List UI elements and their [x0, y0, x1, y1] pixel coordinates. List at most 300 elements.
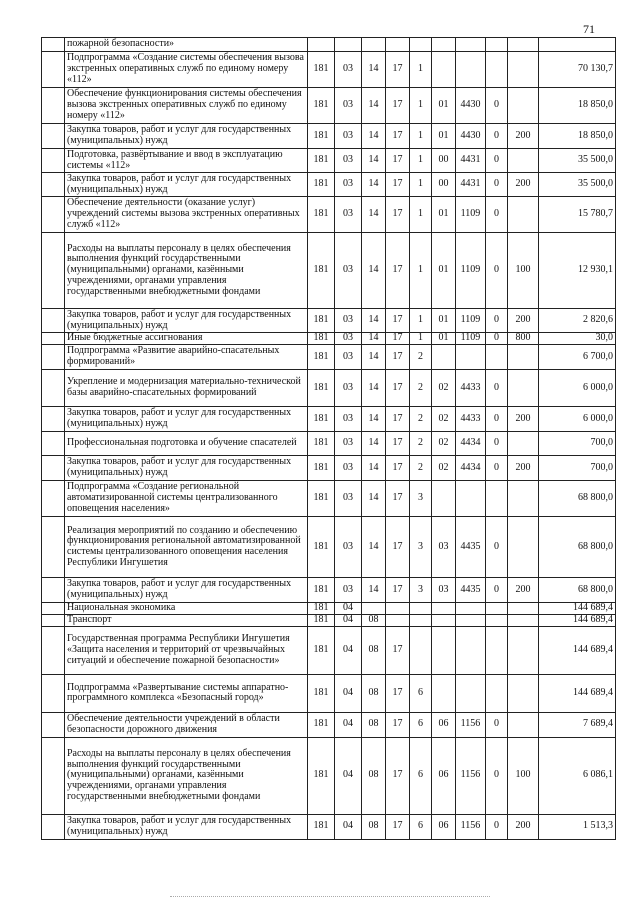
cell-vr	[508, 517, 539, 578]
cell-csr4: 4430	[456, 124, 486, 149]
cell-csr3: 00	[432, 149, 456, 173]
cell-vr: 200	[508, 173, 539, 197]
cell-pr: 08	[362, 737, 386, 814]
row-margin-cell	[42, 456, 65, 481]
cell-csr3: 02	[432, 407, 456, 432]
cell-csr2: 1	[410, 309, 432, 333]
cell-csr4: 4431	[456, 149, 486, 173]
cell-csr4	[456, 615, 486, 627]
cell-csr3: 01	[432, 233, 456, 309]
budget-table	[41, 37, 616, 840]
cell-csr1: 17	[386, 481, 410, 517]
cell-csr2: 2	[410, 456, 432, 481]
table-row	[42, 88, 616, 124]
cell-name: Иные бюджетные ассигнования	[65, 333, 308, 345]
cell-csr3: 03	[432, 578, 456, 603]
row-margin-cell	[42, 407, 65, 432]
row-margin-cell	[42, 88, 65, 124]
cell-name: Обеспечение деятельности учреждений в области безопасности дорожного движения	[65, 712, 308, 737]
cell-csr1: 17	[386, 333, 410, 345]
cell-pr: 14	[362, 333, 386, 345]
cell-vr	[508, 712, 539, 737]
cell-csr4	[456, 345, 486, 370]
cell-name: Обеспечение функционирования системы обеспечения вызова экстренных оперативных служб по единому номеру «112»	[65, 88, 308, 124]
cell-csr3: 01	[432, 124, 456, 149]
table-row	[42, 432, 616, 456]
cell-csr4	[456, 481, 486, 517]
cell-csr3	[432, 481, 456, 517]
cell-rz: 03	[335, 197, 362, 233]
table-row	[42, 333, 616, 345]
cell-csr4: 4434	[456, 456, 486, 481]
cell-rz: 03	[335, 52, 362, 88]
cell-csr5	[486, 481, 508, 517]
cell-pr: 14	[362, 309, 386, 333]
cell-sum: 18 850,0	[539, 88, 616, 124]
cell-name: Подпрограмма «Создание региональной автоматизированной системы централизованного оповещения населения»	[65, 481, 308, 517]
cell-csr1: 17	[386, 233, 410, 309]
cell-pr: 14	[362, 88, 386, 124]
cell-csr5: 0	[486, 149, 508, 173]
cell-vr	[508, 615, 539, 627]
cell-name: Подпрограмма «Развитие аварийно-спасательных формирований»	[65, 345, 308, 370]
cell-sum: 68 800,0	[539, 517, 616, 578]
row-margin-cell	[42, 173, 65, 197]
cell-csr1: 17	[386, 674, 410, 712]
page-number: 71	[583, 22, 595, 36]
cell-name: Закупка товаров, работ и услуг для государственных (муниципальных) нужд	[65, 124, 308, 149]
row-margin-cell	[42, 370, 65, 407]
cell-csr1: 17	[386, 88, 410, 124]
cell-gr: 181	[308, 197, 335, 233]
cell-csr1: 17	[386, 370, 410, 407]
cell-csr2: 6	[410, 814, 432, 839]
cell-gr: 181	[308, 814, 335, 839]
cell-csr5: 0	[486, 173, 508, 197]
cell-gr	[308, 38, 335, 52]
cell-csr3: 02	[432, 370, 456, 407]
cell-csr2: 1	[410, 52, 432, 88]
cell-csr4: 1109	[456, 333, 486, 345]
cell-csr3	[432, 615, 456, 627]
table-row	[42, 456, 616, 481]
cell-pr: 08	[362, 674, 386, 712]
cell-csr2: 1	[410, 88, 432, 124]
cell-sum: 144 689,4	[539, 615, 616, 627]
cell-name: Подготовка, развёртывание и ввод в эксплуатацию системы «112»	[65, 149, 308, 173]
cell-rz: 03	[335, 456, 362, 481]
table-row	[42, 124, 616, 149]
cell-pr: 14	[362, 432, 386, 456]
cell-vr: 800	[508, 333, 539, 345]
cell-rz: 04	[335, 603, 362, 615]
cell-name: Реализация мероприятий по созданию и обеспечению функционирования региональной автоматизированной системы централизованного оповещения населения Республики Ингушетия	[65, 517, 308, 578]
cell-name: Закупка товаров, работ и услуг для государственных (муниципальных) нужд	[65, 814, 308, 839]
cell-csr5: 0	[486, 578, 508, 603]
row-margin-cell	[42, 626, 65, 674]
cell-gr: 181	[308, 481, 335, 517]
row-margin-cell	[42, 578, 65, 603]
cell-csr1: 17	[386, 626, 410, 674]
cell-pr: 14	[362, 481, 386, 517]
table-row	[42, 578, 616, 603]
cell-name: Государственная программа Республики Ингушетия «Защита населения и территорий от чрезвычайных ситуаций и обеспечение пожарной безопасности»	[65, 626, 308, 674]
table-row	[42, 626, 616, 674]
cell-csr1: 17	[386, 309, 410, 333]
cell-pr: 14	[362, 517, 386, 578]
cell-csr4	[456, 603, 486, 615]
cell-csr2: 2	[410, 407, 432, 432]
cell-csr4	[456, 626, 486, 674]
cell-sum: 700,0	[539, 456, 616, 481]
cell-gr: 181	[308, 712, 335, 737]
cell-csr2: 1	[410, 233, 432, 309]
cell-vr	[508, 674, 539, 712]
cell-sum: 35 500,0	[539, 173, 616, 197]
cell-gr: 181	[308, 626, 335, 674]
cell-rz	[335, 38, 362, 52]
cell-pr: 14	[362, 173, 386, 197]
cell-name: Национальная экономика	[65, 603, 308, 615]
cell-csr1: 17	[386, 578, 410, 603]
cell-csr1: 17	[386, 456, 410, 481]
cell-rz: 04	[335, 737, 362, 814]
cell-csr1: 17	[386, 737, 410, 814]
cell-csr5	[486, 626, 508, 674]
cell-rz: 03	[335, 481, 362, 517]
cell-gr: 181	[308, 674, 335, 712]
cell-csr2: 3	[410, 517, 432, 578]
row-margin-cell	[42, 197, 65, 233]
cell-csr2: 2	[410, 345, 432, 370]
cell-rz: 03	[335, 149, 362, 173]
cell-csr2: 6	[410, 712, 432, 737]
cell-csr5: 0	[486, 737, 508, 814]
cell-sum: 2 820,6	[539, 309, 616, 333]
cell-name: Расходы на выплаты персоналу в целях обеспечения выполнения функций государственными (муниципальными) органами, казёнными учреждениями, органами управления государственными внебюджетными фондами	[65, 233, 308, 309]
cell-rz: 04	[335, 615, 362, 627]
cell-csr5	[486, 38, 508, 52]
cell-csr4	[456, 674, 486, 712]
cell-csr1: 17	[386, 345, 410, 370]
row-margin-cell	[42, 432, 65, 456]
cell-csr3: 06	[432, 814, 456, 839]
cell-csr3: 03	[432, 517, 456, 578]
cell-csr1: 17	[386, 517, 410, 578]
cell-name: Транспорт	[65, 615, 308, 627]
table-row	[42, 407, 616, 432]
row-margin-cell	[42, 615, 65, 627]
cell-pr: 08	[362, 712, 386, 737]
cell-sum: 12 930,1	[539, 233, 616, 309]
cell-csr1: 17	[386, 52, 410, 88]
cell-csr2: 6	[410, 674, 432, 712]
cell-csr3: 02	[432, 432, 456, 456]
cell-sum: 30,0	[539, 333, 616, 345]
cell-name: Профессиональная подготовка и обучение спасателей	[65, 432, 308, 456]
cell-csr5: 0	[486, 333, 508, 345]
cell-csr4: 1156	[456, 814, 486, 839]
cell-sum: 70 130,7	[539, 52, 616, 88]
cell-pr: 08	[362, 615, 386, 627]
row-margin-cell	[42, 737, 65, 814]
cell-rz: 03	[335, 345, 362, 370]
cell-csr3	[432, 674, 456, 712]
cell-csr3	[432, 38, 456, 52]
cell-csr5: 0	[486, 456, 508, 481]
cell-vr	[508, 38, 539, 52]
cell-csr1: 17	[386, 814, 410, 839]
cell-csr3: 06	[432, 737, 456, 814]
cell-name: Закупка товаров, работ и услуг для государственных (муниципальных) нужд	[65, 456, 308, 481]
scan-artifact	[170, 896, 490, 900]
cell-gr: 181	[308, 88, 335, 124]
cell-rz: 04	[335, 814, 362, 839]
cell-vr	[508, 52, 539, 88]
cell-rz: 03	[335, 233, 362, 309]
table-row	[42, 38, 616, 52]
cell-rz: 03	[335, 88, 362, 124]
cell-rz: 03	[335, 370, 362, 407]
cell-vr	[508, 149, 539, 173]
cell-rz: 03	[335, 333, 362, 345]
cell-vr: 100	[508, 233, 539, 309]
cell-vr	[508, 345, 539, 370]
row-margin-cell	[42, 38, 65, 52]
cell-csr1: 17	[386, 407, 410, 432]
row-margin-cell	[42, 814, 65, 839]
cell-pr: 14	[362, 407, 386, 432]
cell-vr	[508, 626, 539, 674]
cell-sum: 1 513,3	[539, 814, 616, 839]
cell-csr5	[486, 603, 508, 615]
cell-vr	[508, 88, 539, 124]
cell-csr5	[486, 615, 508, 627]
row-margin-cell	[42, 233, 65, 309]
cell-rz: 03	[335, 124, 362, 149]
cell-csr4: 4434	[456, 432, 486, 456]
cell-pr	[362, 603, 386, 615]
cell-csr5: 0	[486, 407, 508, 432]
cell-vr: 200	[508, 456, 539, 481]
cell-csr3: 00	[432, 173, 456, 197]
cell-pr: 08	[362, 626, 386, 674]
cell-name: Укрепление и модернизация материально-технической базы аварийно-спасательных формирований	[65, 370, 308, 407]
cell-csr4: 1109	[456, 309, 486, 333]
cell-pr: 14	[362, 197, 386, 233]
cell-sum: 700,0	[539, 432, 616, 456]
cell-sum: 68 800,0	[539, 481, 616, 517]
cell-gr: 181	[308, 149, 335, 173]
table-row	[42, 149, 616, 173]
cell-csr5: 0	[486, 814, 508, 839]
cell-csr2: 1	[410, 124, 432, 149]
cell-csr1: 17	[386, 173, 410, 197]
cell-vr: 200	[508, 124, 539, 149]
row-margin-cell	[42, 309, 65, 333]
row-margin-cell	[42, 333, 65, 345]
cell-gr: 181	[308, 309, 335, 333]
cell-csr4: 1109	[456, 197, 486, 233]
row-margin-cell	[42, 712, 65, 737]
cell-rz: 03	[335, 407, 362, 432]
row-margin-cell	[42, 345, 65, 370]
row-margin-cell	[42, 674, 65, 712]
table-row	[42, 615, 616, 627]
row-margin-cell	[42, 603, 65, 615]
cell-csr4	[456, 52, 486, 88]
cell-sum: 15 780,7	[539, 197, 616, 233]
cell-pr	[362, 38, 386, 52]
cell-vr	[508, 197, 539, 233]
cell-csr4: 4430	[456, 88, 486, 124]
cell-gr: 181	[308, 370, 335, 407]
row-margin-cell	[42, 149, 65, 173]
cell-sum: 68 800,0	[539, 578, 616, 603]
cell-pr: 14	[362, 456, 386, 481]
cell-csr4: 4433	[456, 407, 486, 432]
cell-csr4: 1156	[456, 737, 486, 814]
cell-csr4: 4431	[456, 173, 486, 197]
table-row	[42, 737, 616, 814]
cell-sum: 7 689,4	[539, 712, 616, 737]
cell-name: Закупка товаров, работ и услуг для государственных (муниципальных) нужд	[65, 309, 308, 333]
cell-csr2	[410, 38, 432, 52]
cell-rz: 03	[335, 517, 362, 578]
cell-pr: 14	[362, 149, 386, 173]
cell-csr1: 17	[386, 432, 410, 456]
cell-csr3: 01	[432, 309, 456, 333]
cell-gr: 181	[308, 603, 335, 615]
cell-sum: 6 086,1	[539, 737, 616, 814]
cell-csr3	[432, 603, 456, 615]
cell-pr: 14	[362, 52, 386, 88]
cell-csr2: 3	[410, 578, 432, 603]
cell-csr2: 3	[410, 481, 432, 517]
cell-gr: 181	[308, 456, 335, 481]
table-row	[42, 197, 616, 233]
cell-csr2: 6	[410, 737, 432, 814]
cell-csr2: 1	[410, 197, 432, 233]
cell-sum: 18 850,0	[539, 124, 616, 149]
cell-csr2: 1	[410, 333, 432, 345]
cell-csr1	[386, 603, 410, 615]
cell-gr: 181	[308, 578, 335, 603]
cell-csr5	[486, 674, 508, 712]
cell-csr3: 01	[432, 197, 456, 233]
cell-csr5: 0	[486, 370, 508, 407]
cell-name: Подпрограмма «Создание системы обеспечения вызова экстренных оперативных служб по единому номеру «112»	[65, 52, 308, 88]
cell-name: Расходы на выплаты персоналу в целях обеспечения выполнения функций государственными (муниципальными) органами, казёнными учреждениями, органами управления государственными внебюджетными фондами	[65, 737, 308, 814]
cell-gr: 181	[308, 124, 335, 149]
cell-csr4	[456, 38, 486, 52]
cell-rz: 03	[335, 173, 362, 197]
cell-rz: 04	[335, 626, 362, 674]
cell-csr5: 0	[486, 197, 508, 233]
cell-csr5: 0	[486, 712, 508, 737]
table-body	[42, 38, 616, 840]
cell-vr: 100	[508, 737, 539, 814]
table-row	[42, 52, 616, 88]
cell-csr4: 4433	[456, 370, 486, 407]
cell-csr3: 01	[432, 333, 456, 345]
cell-vr: 200	[508, 407, 539, 432]
cell-csr4: 1156	[456, 712, 486, 737]
cell-vr: 200	[508, 814, 539, 839]
cell-sum: 144 689,4	[539, 674, 616, 712]
cell-csr2	[410, 626, 432, 674]
cell-sum: 6 000,0	[539, 370, 616, 407]
cell-name: Подпрограмма «Развертывание системы аппаратно-программного комплекса «Безопасный город»	[65, 674, 308, 712]
row-margin-cell	[42, 517, 65, 578]
cell-gr: 181	[308, 407, 335, 432]
cell-csr2	[410, 615, 432, 627]
cell-name: Закупка товаров, работ и услуг для государственных (муниципальных) нужд	[65, 578, 308, 603]
cell-csr2: 2	[410, 370, 432, 407]
cell-vr: 200	[508, 578, 539, 603]
cell-name: пожарной безопасности»	[65, 38, 308, 52]
cell-csr5: 0	[486, 124, 508, 149]
cell-csr1: 17	[386, 149, 410, 173]
cell-rz: 03	[335, 309, 362, 333]
cell-rz: 03	[335, 432, 362, 456]
cell-rz: 04	[335, 674, 362, 712]
row-margin-cell	[42, 124, 65, 149]
cell-pr: 14	[362, 578, 386, 603]
cell-pr: 08	[362, 814, 386, 839]
cell-pr: 14	[362, 370, 386, 407]
cell-vr	[508, 603, 539, 615]
cell-csr1	[386, 38, 410, 52]
cell-gr: 181	[308, 173, 335, 197]
cell-csr3	[432, 345, 456, 370]
table-row	[42, 173, 616, 197]
cell-csr3: 06	[432, 712, 456, 737]
cell-vr: 200	[508, 309, 539, 333]
row-margin-cell	[42, 52, 65, 88]
cell-csr1	[386, 615, 410, 627]
cell-name: Закупка товаров, работ и услуг для государственных (муниципальных) нужд	[65, 173, 308, 197]
cell-gr: 181	[308, 233, 335, 309]
cell-vr	[508, 370, 539, 407]
table-row	[42, 309, 616, 333]
cell-csr2: 1	[410, 149, 432, 173]
cell-gr: 181	[308, 737, 335, 814]
cell-sum: 6 700,0	[539, 345, 616, 370]
table-row	[42, 674, 616, 712]
cell-rz: 03	[335, 578, 362, 603]
table-row	[42, 814, 616, 839]
cell-csr5	[486, 345, 508, 370]
cell-csr2	[410, 603, 432, 615]
cell-csr5	[486, 52, 508, 88]
table-row	[42, 345, 616, 370]
cell-pr: 14	[362, 124, 386, 149]
table-row	[42, 517, 616, 578]
cell-csr2: 1	[410, 173, 432, 197]
cell-csr5: 0	[486, 88, 508, 124]
cell-csr4: 4435	[456, 517, 486, 578]
cell-name: Обеспечение деятельности (оказание услуг) учреждений системы вызова экстренных оперативных служб «112»	[65, 197, 308, 233]
cell-sum	[539, 38, 616, 52]
cell-vr	[508, 481, 539, 517]
cell-csr5: 0	[486, 517, 508, 578]
cell-sum: 6 000,0	[539, 407, 616, 432]
table-row	[42, 481, 616, 517]
cell-csr4: 4435	[456, 578, 486, 603]
cell-name: Закупка товаров, работ и услуг для государственных (муниципальных) нужд	[65, 407, 308, 432]
cell-csr3: 02	[432, 456, 456, 481]
